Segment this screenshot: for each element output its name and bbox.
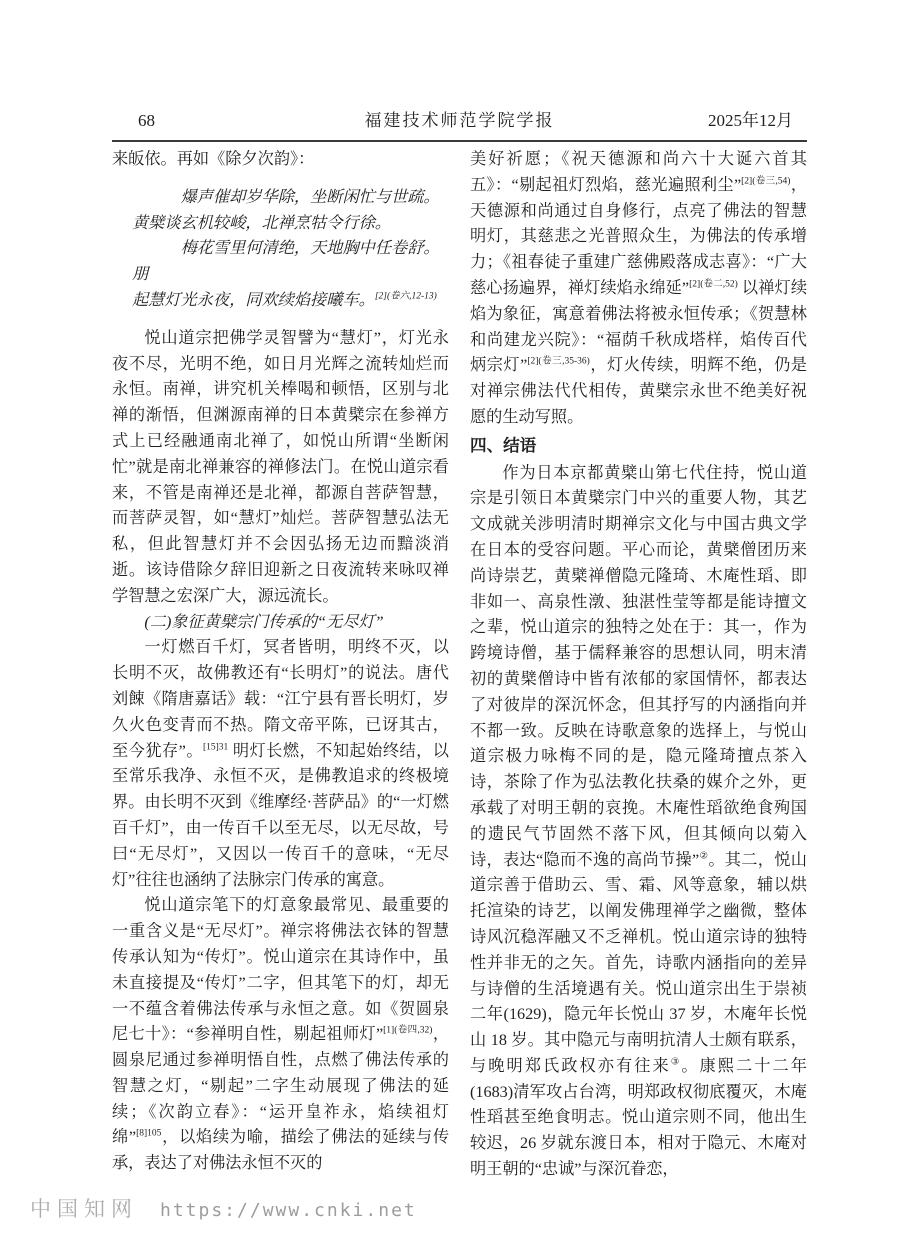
text-run: ，灯火传续，明辉不绝，仍是对禅宗佛法代代相传，黄檗宗永世不绝美好祝愿的生动写照。 [470,356,807,426]
citation-ref: [2](卷六,12-13) [374,291,437,302]
poem-line [132,211,449,237]
paragraph-continuation [112,147,449,173]
page-number: 68 [138,111,155,130]
cnki-watermark-url: https://www.cnki.net [160,1200,417,1221]
text-run: 美好祈愿；《祝天德源和尚六十大诞六首其五》：“剔起祖灯烈焰，慈光遍照利尘” [470,150,807,194]
text-run: (二)象征黄檗宗门传承的“无尽灯” [144,612,384,631]
citation-ref: [2](卷二,52) [689,279,738,290]
text-column-left [112,147,449,1177]
paragraph-continuation [470,147,807,431]
citation-ref: [2](卷三,54) [741,176,791,187]
issue-date: 2025年12月 [708,111,793,130]
text-run: 梅花雪里何清绝，天地胸中任卷舒。朋 [132,239,440,284]
text-column-right [470,147,807,1183]
text-run: 一灯燃百千灯，冥者皆明，明终不灭，以长明不灭，故佛教还有“长明灯”的说法。唐代刘餗《隋唐嘉话》载：“江宁县有晋长明灯，岁久火色变青而不热。隋文帝平陈，已讶其古，至今犹存”。 [112,638,449,760]
section-heading [470,433,807,459]
journal-title: 福建技术师范学院学报 [364,111,555,130]
citation-ref: [1](卷四,32) [383,1025,433,1036]
text-run: ，圆泉尼通过参禅明悟自性，点燃了佛法传承的智慧之灯，“剔起”二字生动展现了佛法的延续；《次韵立春》：“运开皇祚永，焰续祖灯绵” [112,1025,450,1147]
paragraph [112,893,449,1177]
text-run: 起慧灯光永夜，同欢续焰接曦车。 [132,290,375,309]
citation-ref: ② [699,851,709,862]
citation-ref: [8]105 [136,1129,162,1140]
text-run: 作为日本京都黄檗山第七代住持，悦山道宗是引领日本黄檗宗门中兴的重要人物，其艺文成就关涉明清时期禅宗文化与中国古典文学在日本的受容问题。平心而论，黄檗僧团历来尚诗崇艺，黄檗禅僧隐元隆琦、木庵性瑫、即非如一、高泉性潡、独湛性莹等都是能诗擅文之辈，悦山道宗的独特之处在于：其一，作为跨境诗僧，基于儒释兼容的思想认同，明末清初的黄檗僧诗中皆有浓郁的家国情怀，都表达了对彼岸的深沉怀念，但其抒写的内涵指向并不都一致。反映在诗歌意象的选择上，与悦山道宗极力咏梅不同的是，隐元隆琦擅点茶入诗，茶除了作为弘法教化扶桑的媒介之外，更承载了对明王朝的哀挽。木庵性瑫欲绝食殉国的遗民气节固然不落下风，但其倾向以菊入诗，表达“隐而不逸的高尚节操” [470,463,807,869]
poem-block [132,185,449,314]
poem-line [132,185,449,211]
poem-line [132,236,449,288]
text-run: 。其二，悦山道宗善于借助云、雪、霜、风等意象，辅以烘托渲染的诗艺，以阐发佛理禅学之幽微，整体诗风沉稳浑融又不乏禅机。悦山道宗诗的独特性并非无的之矢。首先，诗歌内涵指向的差异与诗僧的生活境遇有关。悦山道宗出生于崇祯二年(1629)，隐元年长悦山 37 岁，木庵年长悦山 18 岁。其中隐元与南明抗清人士颇有联系，与晚明郑氏政权亦有往来 [470,850,807,1075]
text-run: 爆声催却岁华除，坐断闲忙与世疏。 [180,187,440,206]
text-run: ，天德源和尚通过自身修行，点亮了佛法的智慧明灯，其慈悲之光普照众生，为佛法的传承增力；《祖春徒子重建广慈佛殿落成志喜》：“广大慈心扬遍界，禅灯续焰永绵延” [470,175,808,297]
text-run: 悦山道宗笔下的灯意象最常见、最重要的一重含义是“无尽灯”。禅宗将佛法衣钵的智慧传承认知为“传灯”。悦山道宗在其诗作中，虽未直接提及“传灯”二字，但其笔下的灯，却无一不蕴含着佛法传承与永恒之意。如《贺圆泉尼七十》：“参禅明自性，剔起祖师灯” [112,896,449,1044]
text-run: 四、结语 [470,435,537,455]
citation-ref: [2](卷三,35-36) [527,356,590,367]
paragraph [112,326,449,610]
citation-ref: ③ [670,1057,682,1068]
citation-ref: [15]31 [202,742,229,753]
text-run: 。康熙二十二年(1683)清军攻占台湾，明郑政权彻底覆灭，木庵性瑫甚至绝食明志。悦山道宗则不同，他出生较迟，26 岁就东渡日本，相对于隐元、木庵对明王朝的“忠诚”与深沉眷恋， [470,1056,807,1179]
subsection-heading [112,610,449,636]
text-run: 明灯长燃，不知起始终结，以至常乐我净、永恒不灭，是佛教追求的终极境界。由长明不灭到《维摩经·菩萨品》的“一灯燃百千灯”，由一传百千以至无尽，以无尽故，号曰“无尽灯”，又因以一传百千的意味，“无尽灯”往往也涵纳了法脉宗门传承的寓意。 [112,741,449,889]
cnki-watermark [30,1193,417,1223]
paragraph [470,461,807,1183]
poem-line [132,288,449,314]
text-run: 悦山道宗把佛学灵智譬为“慧灯”，灯光永夜不尽，光明不绝，如日月光辉之流转灿烂而永恒。南禅，讲究机关棒喝和顿悟，区别与北禅的渐悟，但渊源南禅的日本黄檗宗在参禅方式上已经融通南北禅了，如悦山所谓“坐断闲忙”就是南北禅兼容的禅修法门。在悦山道宗看来，不管是南禅还是北禅，都源自菩萨智慧，而菩萨灵智，如“慧灯”灿烂。菩萨智慧弘法无私，但此智慧灯并不会因弘扬无边而黯淡消逝。该诗借除夕辞旧迎新之日夜流转来咏叹禅学智慧之宏深广大，源远流长。 [112,328,449,605]
cnki-watermark-name: 中国知网 [30,1197,138,1221]
text-run: ，以焰续为喻，描绘了佛法的延续与传承，表达了对佛法永恒不灭的 [112,1128,450,1173]
text-run: 以禅灯续焰为象征，寓意着佛法将被永恒传承；《贺慧林和尚建龙兴院》：“福荫千秋成塔样，焰传百代炳宗灯” [470,278,808,375]
text-run: 来皈依。再如《除夕次韵》： [112,150,315,168]
running-head [112,106,807,142]
paragraph [112,635,449,893]
text-run: 黄檗谈玄机较峻，北禅烹牯令行徐。 [132,213,391,232]
